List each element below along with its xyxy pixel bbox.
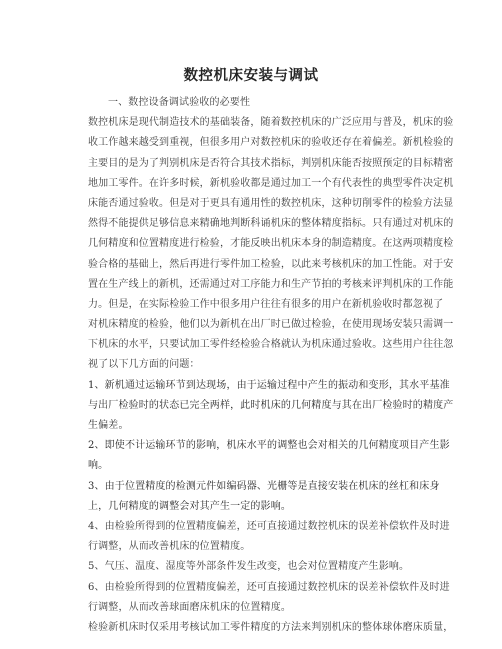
paragraph-line: 收工作越来越受到重视，但很多用户对数控机床的验收还存在着偏差。新机检验的	[88, 137, 454, 149]
list-item-line: 上，几何精度的调整会对其产生一定的影响。	[88, 500, 291, 512]
paragraph-line: 视了以下几方面的问题：	[88, 359, 200, 371]
paragraph-line: 下机床的水平，只要试加工零件经检验合格就认为机床通过验收。这些用户往往忽	[88, 339, 454, 351]
document-body	[88, 93, 454, 638]
list-item-line: 响。	[88, 460, 109, 472]
list-item-line: 1、新机通过运输环节到达现场，由于运输过程中产生的振动和变形，其水平基准	[88, 379, 450, 391]
paragraph-line: 验合格的基础上，然后再进行零件加工检验，以此来考核机床的加工性能。对于安	[88, 258, 454, 270]
list-item-line: 4、由检验所得到的位置精度偏差，还可直接通过数控机床的误差补偿软件及时进	[88, 520, 450, 532]
section-heading: 一、数控设备调试验收的必要性	[108, 97, 251, 108]
list-item-line: 行调整，从而改善球面磨床机床的位置精度。	[88, 601, 291, 613]
list-item-line: 5、气压、温度、湿度等外部条件发生改变，也会对位置精度产生影响。	[88, 561, 410, 573]
paragraph-line: 床能否通过验收。但是对于更具有通用性的数控机床，这种切削零件的检验方法显	[88, 197, 454, 209]
document-title: 数控机床安装与调试	[183, 68, 319, 84]
paragraph-line: 主要目的是为了判别机床是否符合其技术指标，判别机床能否按照预定的目标精密	[88, 157, 454, 169]
list-item-line: 2、即使不计运输环节的影响，机床水平的调整也会对相关的几何精度项目产生影	[88, 440, 450, 452]
list-item-line: 生偏差。	[88, 420, 129, 431]
paragraph-line: 力。但是，在实际检验工作中很多用户往往有很多的用户在新机验收时都忽视了	[88, 298, 444, 310]
paragraph-line: 置在生产线上的新机，还需通过对工序能力和生产节拍的考核来评判机床的工作能	[88, 278, 454, 290]
paragraph-line: 检验新机床时仅采用考核试加工零件精度的方法来判别机床的整体球体磨床质量，	[88, 621, 454, 633]
paragraph-line: 然得不能提供足够信息来精确地判断科诵机床的整体精度指标。只有通过对机床的	[88, 218, 454, 230]
paragraph-line: 对机床精度的检验，他们以为新机在出厂时已做过检验，在使用现场安装只需调一	[88, 319, 454, 331]
paragraph-line: 几何精度和位置精度进行检验，才能反映出机床本身的制造精度。在这两项精度检	[88, 238, 454, 250]
list-item-line: 3、由于位置精度的检测元件如编码器、光栅等是直接安装在机床的丝杠和床身	[88, 480, 440, 492]
paragraph-line: 数控机床是现代制造技术的基础装备，随着数控机床的广泛应用与普及，机床的验	[88, 117, 454, 129]
list-item-line: 6、由检验所得到的位置精度偏差，还可直接通过数控机床的误差补偿软件及时进	[88, 581, 450, 593]
list-item-line: 行调整，从而改善机床的位置精度。	[88, 541, 251, 553]
list-item-line: 与出厂检验时的状态已完全两样，此时机床的几何精度与其在出厂检验时的精度产	[88, 399, 454, 411]
paragraph-line: 地加工零件。在许多时候，新机验收都是通过加工一个有代表性的典型零件决定机	[88, 177, 454, 189]
